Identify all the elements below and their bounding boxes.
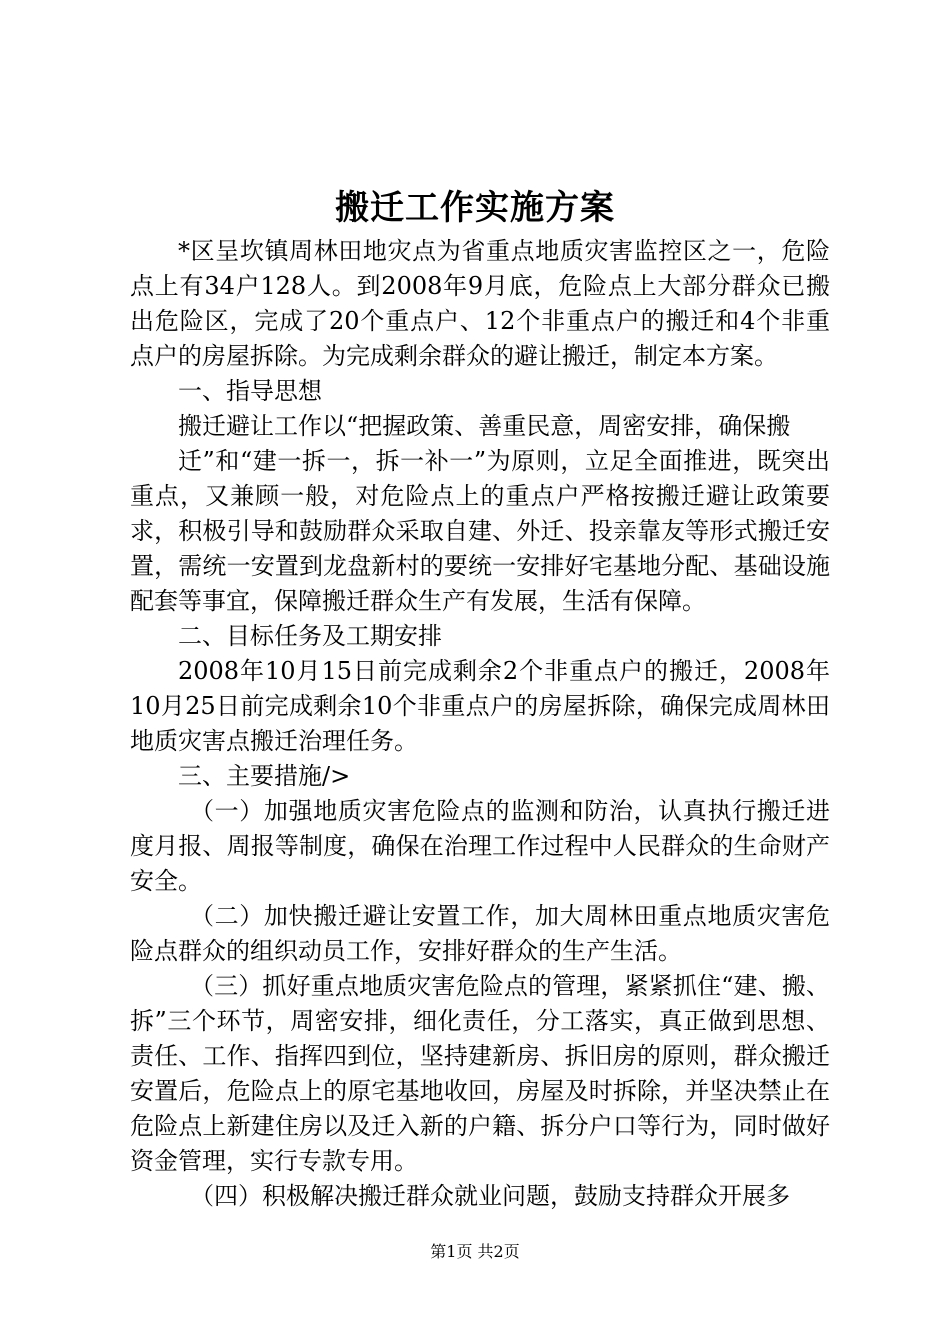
- measure-item-1: （一）加强地质灾害危险点的监测和防治，认真执行搬迁进度月报、周报等制度，确保在治理工作过程中人民群众的生命财产安全。: [130, 797, 830, 895]
- measure-item-3: （三）抓好重点地质灾害危险点的管理，紧紧抓住“建、搬、拆”三个环节，周密安排，细化责任，分工落实，真正做到思想、责任、工作、指挥四到位，坚持建新房、拆旧房的原则，群众搬迁安置后，危险点上的原宅基地收回，房屋及时拆除，并坚决禁止在危险点上新建住房以及迁入新的户籍、拆分户口等行为，同时做好资金管理，实行专款专用。: [130, 972, 830, 1175]
- document-title: 搬迁工作实施方案: [335, 188, 615, 228]
- section-heading-measures: 三、主要措施/>: [178, 762, 351, 790]
- section-heading-guiding-thought: 一、指导思想: [178, 377, 322, 405]
- document-body: [130, 234, 830, 1214]
- paragraph-guiding-thought-part1: 搬迁避让工作以“把握政策、善重民意，周密安排，确保搬: [178, 412, 791, 440]
- measure-item-2: （二）加快搬迁避让安置工作，加大周林田重点地质灾害危险点群众的组织动员工作，安排好群众的生产生活。: [130, 902, 830, 965]
- measure-item-4: （四）积极解决搬迁群众就业问题，鼓励支持群众开展多: [190, 1182, 790, 1210]
- page-footer: 第1页 共2页: [430, 1242, 520, 1261]
- section-heading-targets: 二、目标任务及工期安排: [178, 622, 442, 650]
- paragraph-targets: 2008年10月15日前完成剩余2个非重点户的搬迁，2008年10月25日前完成剩余10个非重点户的房屋拆除，确保完成周林田地质灾害点搬迁治理任务。: [130, 657, 830, 755]
- paragraph-intro: *区呈坎镇周林田地灾点为省重点地质灾害监控区之一，危险点上有34户128人。到2008年9月底，危险点上大部分群众已搬出危险区，完成了20个重点户、12个非重点户的搬迁和4个非重点户的房屋拆除。为完成剩余群众的避让搬迁，制定本方案。: [130, 237, 830, 370]
- paragraph-guiding-thought-part2: 迁”和“建一拆一，拆一补一”为原则，立足全面推进，既突出重点，又兼顾一般，对危险点上的重点户严格按搬迁避让政策要求，积极引导和鼓励群众采取自建、外迁、投亲靠友等形式搬迁安置，需统一安置到龙盘新村的要统一安排好宅基地分配、基础设施配套等事宜，保障搬迁群众生产有发展，生活有保障。: [130, 447, 830, 615]
